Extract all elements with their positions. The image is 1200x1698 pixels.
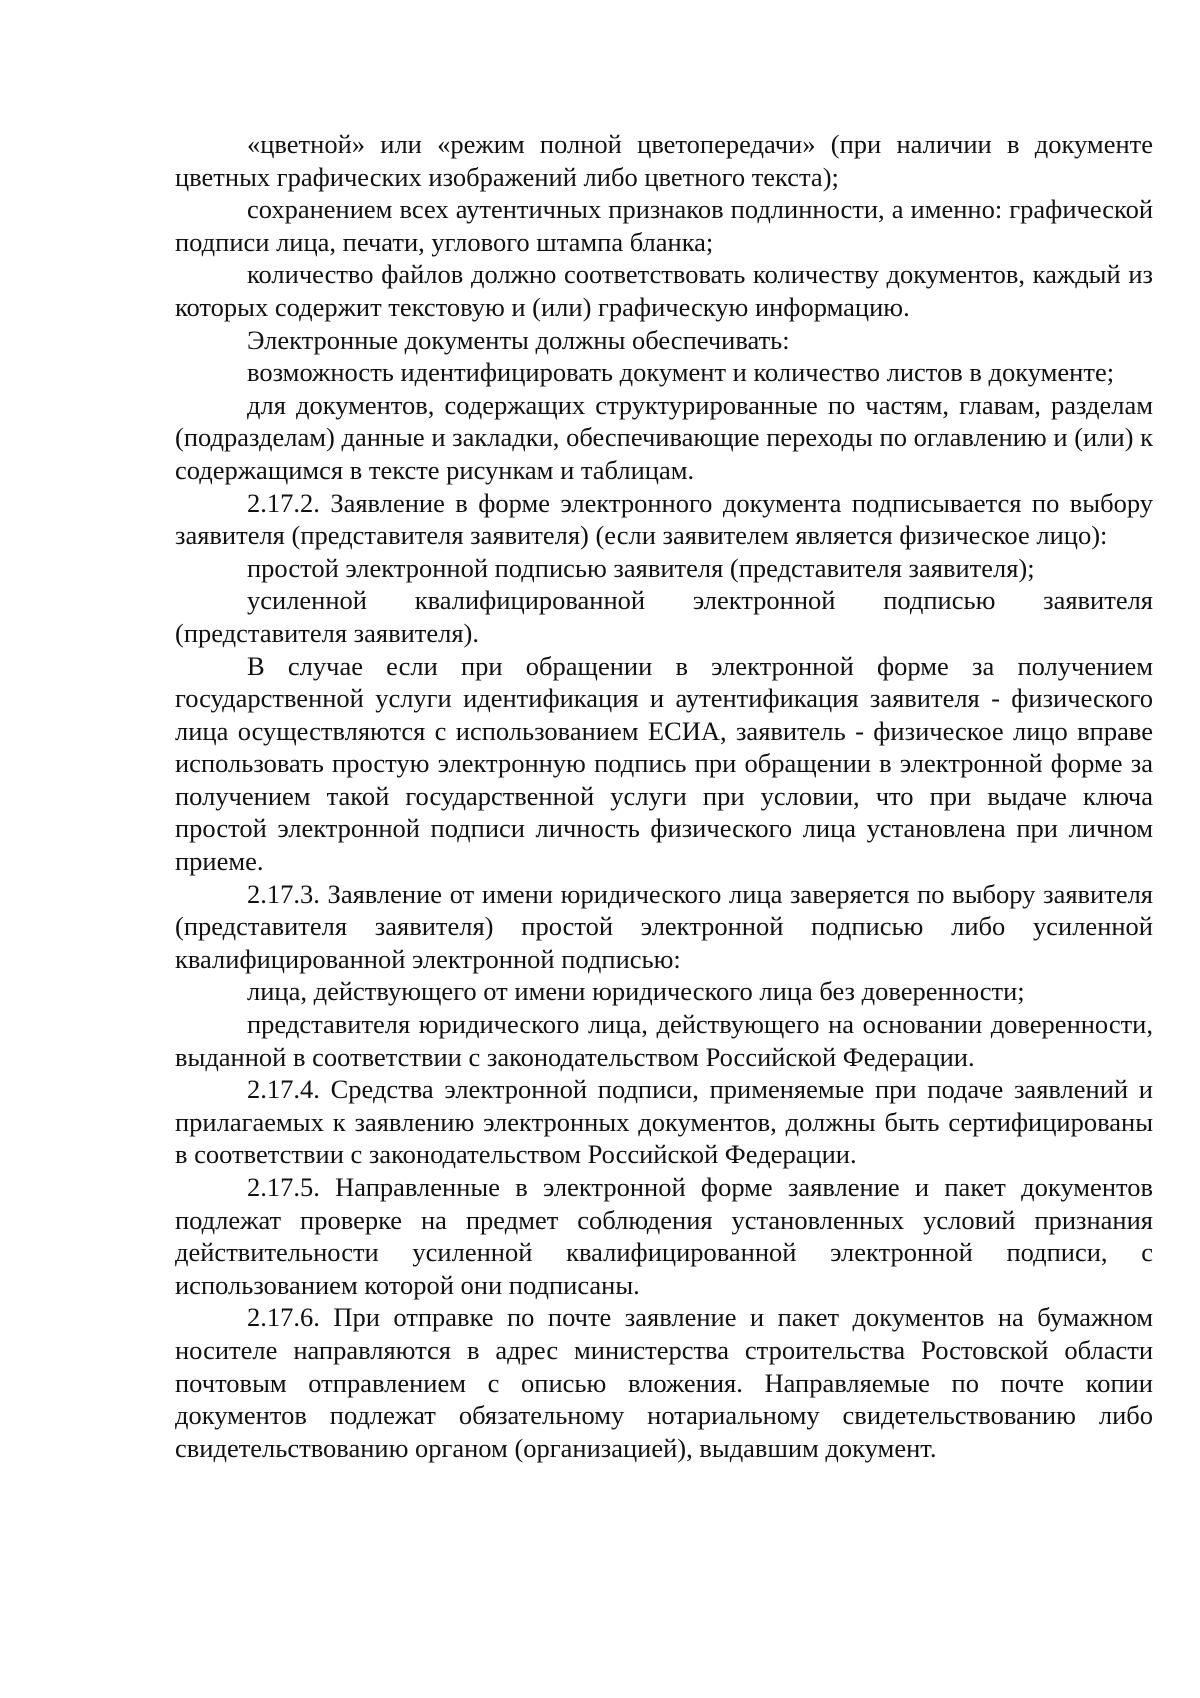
- paragraph-2-17-6: 2.17.6. При отправке по почте заявление и пакет документов на бумажном носителе направляются в адрес министерства строительства Ростовской области почтовым отправлением с описью вложения. Направляемые по почте копии документов подлежат обязательному нотариальному свидетельствованию либо свидетельствованию органом (организацией), выдавшим документ.: [175, 1302, 1153, 1463]
- document-page: [175, 128, 1153, 1464]
- paragraph-electronic-docs-requirements: Электронные документы должны обеспечивать:: [247, 324, 790, 355]
- paragraph-simple-signature: простой электронной подписью заявителя (представителя заявителя);: [247, 552, 1035, 583]
- paragraph-2-17-4: 2.17.4. Средства электронной подписи, применяемые при подаче заявлений и прилагаемых к заявлению электронных документов, должны быть сертифицированы в соответствии с законодательством Российской Федерации.: [175, 1074, 1153, 1170]
- paragraph-2-17-2: 2.17.2. Заявление в форме электронного документа подписывается по выбору заявителя (представителя заявителя) (если заявителем является физическое лицо):: [175, 487, 1153, 551]
- paragraph-structured-documents: для документов, содержащих структурированные по частям, главам, разделам (подразделам) данные и закладки, обеспечивающие переходы по оглавлению и (или) к содержащимся в тексте рисункам и таблицам.: [175, 389, 1153, 485]
- paragraph-representative: представителя юридического лица, действующего на основании доверенности, выданной в соответствии с законодательством Российской Федерации.: [175, 1009, 1153, 1072]
- paragraph-color-mode: «цветной» или «режим полной цветопередачи» (при наличии в документе цветных графических изображений либо цветного текста);: [175, 129, 1153, 192]
- paragraph-without-power-of-attorney: лица, действующего от имени юридического лица без доверенности;: [247, 976, 1025, 1007]
- paragraph-qualified-signature: усиленной квалифицированной электронной подписью заявителя (представителя заявителя).: [175, 585, 1153, 648]
- paragraph-2-17-5: 2.17.5. Направленные в электронной форме заявление и пакет документов подлежат проверке на предмет соблюдения установленных условий признания действительности усиленной квалифицированной электронной подписи, с использованием которой они подписаны.: [175, 1172, 1153, 1300]
- paragraph-identify-document: возможность идентифицировать документ и количество листов в документе;: [247, 357, 1115, 388]
- paragraph-authenticity-features: сохранением всех аутентичных признаков подлинности, а именно: графической подписи лица, печати, углового штампа бланка;: [175, 194, 1153, 257]
- paragraph-esia-case: В случае если при обращении в электронной форме за получением государственной услуги идентификация и аутентификация заявителя - физического лица осуществляются с использованием ЕСИА, заявитель - физическое лицо вправе использовать простую электронную подпись при обращении в электронной форме за получением такой государственной услуги при условии, что при выдаче ключа простой электронной подписи личность физического лица установлена при личном приеме.: [175, 650, 1153, 877]
- paragraph-file-count: количество файлов должно соответствовать количеству документов, каждый из которых содержит текстовую и (или) графическую информацию.: [175, 259, 1153, 322]
- paragraph-2-17-3: 2.17.3. Заявление от имени юридического лица заверяется по выбору заявителя (представителя заявителя) простой электронной подписью либо усиленной квалифицированной электронной подписью:: [175, 878, 1153, 974]
